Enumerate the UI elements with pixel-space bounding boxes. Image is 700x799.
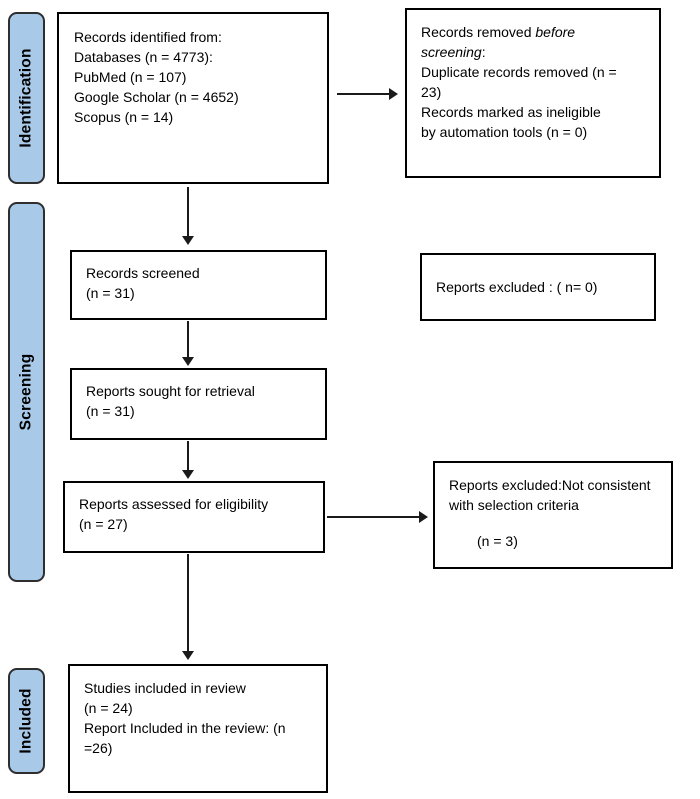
box-studies-included [68,664,328,793]
box-records-screened [70,250,327,320]
reports-sought-count: (n = 31) [86,403,135,419]
arrow-identified-to-screened [182,187,194,245]
records-identified-scopus: Scopus (n = 14) [74,109,174,125]
reports-included-count: Report Included in the review: (n =26) [84,720,286,756]
records-screened-line1: Records screened [86,265,200,281]
arrow-shaft [187,441,189,471]
box-reports-assessed [63,481,325,553]
arrowhead-down-icon [182,357,194,366]
box-reports-excluded-eligibility [433,461,673,569]
records-removed-heading-prefix: Records removed [421,24,536,40]
arrow-shaft [187,321,189,358]
studies-included-line1: Studies included in review [84,680,246,696]
arrow-assessed-to-excluded [327,511,428,523]
arrow-shaft [337,93,390,95]
stage-label-identification-text: Identification [17,48,35,148]
arrow-shaft [327,516,420,518]
reports-excluded-screening-text: Reports excluded : ( n= 0) [436,279,598,295]
reports-excluded-eligibility-count: (n = 3) [477,533,518,549]
reports-assessed-count: (n = 27) [79,516,128,532]
arrow-shaft [187,554,189,652]
records-removed-heading-suffix: : [481,44,486,60]
arrowhead-right-icon [389,88,398,100]
arrowhead-down-icon [182,651,194,660]
arrow-sought-to-assessed [182,441,194,479]
box-records-identified [57,12,329,184]
stage-label-included [8,668,45,774]
arrowhead-down-icon [182,470,194,479]
records-removed-duplicates: Duplicate records removed (n = 23) [421,64,617,100]
records-identified-google-scholar: Google Scholar (n = 4652) [74,89,239,105]
stage-label-identification [8,12,45,184]
box-reports-excluded-screening [420,253,656,321]
arrowhead-right-icon [419,511,428,523]
arrow-screened-to-sought [182,321,194,366]
arrow-assessed-to-included [182,554,194,660]
records-identified-line1: Records identified from: [74,29,222,45]
arrow-identified-to-removed [337,88,398,100]
records-identified-line2: Databases (n = 4773): [74,49,213,65]
records-removed-automation: Records marked as ineligible by automation tools (n = 0) [421,104,601,140]
box-records-removed [405,8,661,178]
records-removed-heading [421,22,591,62]
stage-label-screening-text: Screening [17,353,35,431]
arrowhead-down-icon [182,236,194,245]
stage-label-screening [8,202,45,582]
records-screened-count: (n = 31) [86,285,135,301]
reports-assessed-line1: Reports assessed for eligibility [79,496,269,512]
stage-label-included-text: Included [17,688,35,754]
reports-sought-line1: Reports sought for retrieval [86,383,255,399]
records-removed-heading-italic: before screening [421,24,576,60]
reports-excluded-eligibility-reason: Reports excluded:Not consistent with selection criteria [449,477,651,513]
arrow-shaft [187,187,189,237]
box-reports-sought [70,368,327,440]
records-identified-pubmed: PubMed (n = 107) [74,69,187,85]
studies-included-count: (n = 24) [84,700,133,716]
